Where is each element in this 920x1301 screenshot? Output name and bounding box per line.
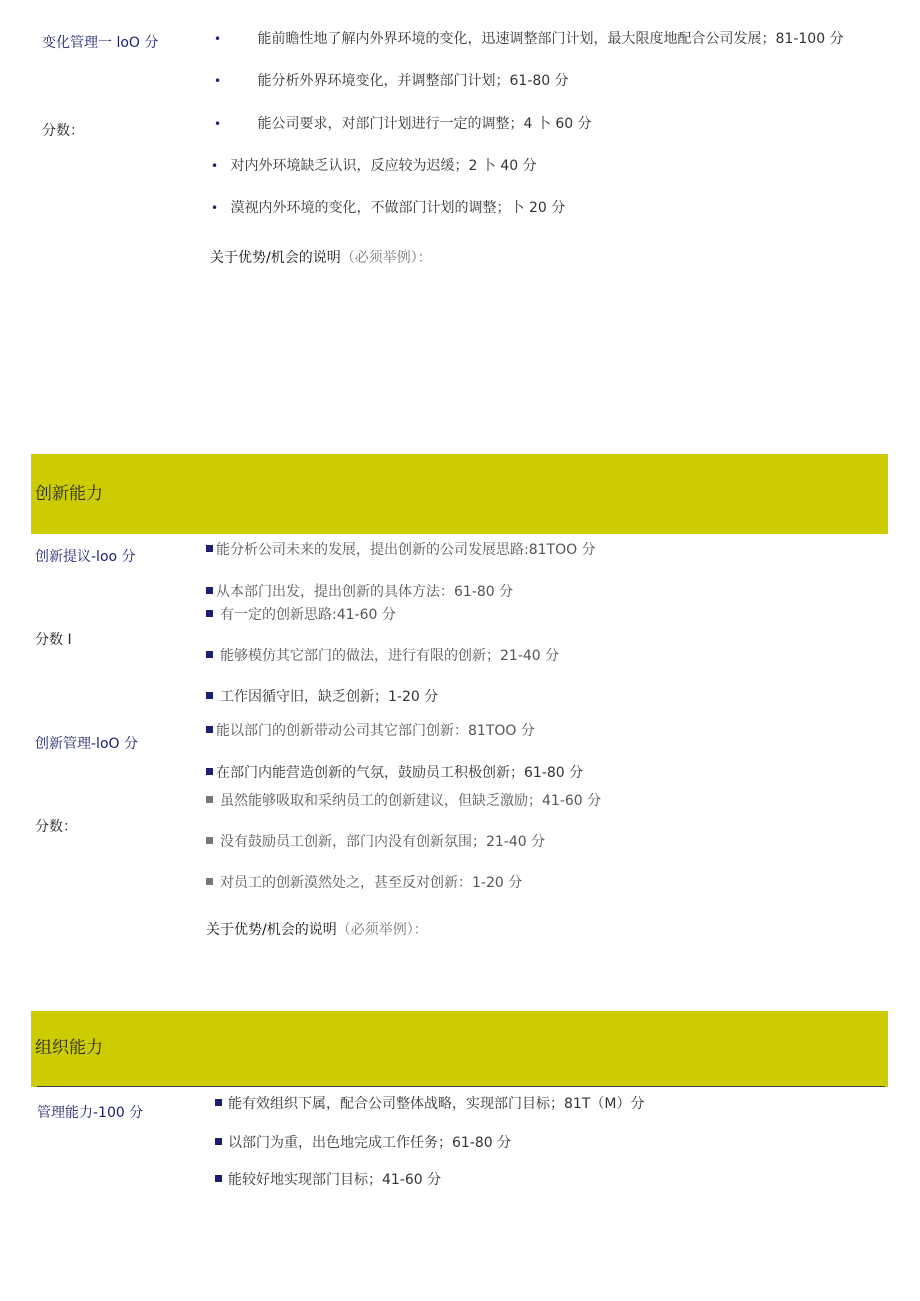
proposal-item-1: 能分析公司未来的发展，提出创新的公司发展思路:81TOO 分 — [206, 539, 596, 559]
square-bullet-icon — [206, 768, 213, 775]
innovation-mgmt-score-label: 分数： — [35, 819, 77, 835]
change-item-2: • 能分析外界环境变化，并调整部门计划；61-80 分 — [214, 73, 569, 89]
change-item-1: • 能前瞻性地了解内外界环境的变化，迅速调整部门计划，最大限度地配合公司发展；81-100 分 — [214, 31, 844, 47]
bullet-icon: • — [214, 117, 222, 131]
bullet-icon: • — [214, 74, 222, 88]
mgmt-item-3: 虽然能够吸取和采纳员工的创新建议，但缺乏激励；41-60 分 — [206, 790, 601, 810]
mgmt-item-1: 能以部门的创新带动公司其它部门创新：81TOO 分 — [206, 720, 535, 740]
proposal-item-4: 能够模仿其它部门的做法，进行有限的创新；21-40 分 — [206, 645, 559, 665]
innovation-proposal-label: 创新提议-loo 分 — [35, 549, 136, 565]
square-bullet-icon — [215, 1175, 222, 1182]
org-section-title: 组织能力 — [35, 1038, 103, 1058]
square-bullet-icon — [206, 610, 213, 617]
change-mgmt-label: 变化管理一 loO 分 — [42, 35, 159, 51]
square-bullet-icon — [206, 796, 213, 803]
change-note: 关于优势/机会的说明（必须举例）： — [210, 250, 432, 266]
square-bullet-icon — [206, 837, 213, 844]
org-item-2: 以部门为重，出色地完成工作任务；61-80 分 — [215, 1132, 511, 1152]
square-bullet-icon — [206, 545, 213, 552]
org-item-1: 能有效组织下属，配合公司整体战略，实现部门目标；81T（M）分 — [215, 1093, 644, 1113]
innovation-mgmt-label: 创新管理-loO 分 — [35, 736, 138, 752]
change-item-3: • 能公司要求，对部门计划进行一定的调整；4 卜 60 分 — [214, 116, 592, 132]
innovation-section-title: 创新能力 — [35, 484, 103, 504]
square-bullet-icon — [215, 1138, 222, 1145]
mgmt-item-4: 没有鼓励员工创新，部门内没有创新氛围；21-40 分 — [206, 831, 545, 851]
square-bullet-icon — [215, 1099, 222, 1106]
innovation-section-header — [31, 454, 888, 534]
mgmt-item-2: 在部门内能营造创新的气氛，鼓励员工积极创新；61-80 分 — [206, 762, 583, 782]
org-item-3-clip — [0, 1170, 920, 1188]
org-header-underline — [37, 1086, 885, 1087]
bullet-icon: • — [211, 201, 219, 215]
square-bullet-icon — [206, 587, 213, 594]
proposal-item-5: 工作因循守旧，缺乏创新；1-20 分 — [206, 686, 438, 706]
change-item-4: • 对内外环境缺乏认识，反应较为迟缓；2 卜 40 分 — [211, 158, 537, 174]
org-section-header — [31, 1011, 888, 1087]
org-item-3: 能较好地实现部门目标；41-60 分 — [215, 1169, 441, 1189]
innovation-note: 关于优势/机会的说明（必须举例）： — [206, 922, 428, 938]
square-bullet-icon — [206, 651, 213, 658]
org-mgmt-label: 管理能力-100 分 — [37, 1105, 144, 1121]
mgmt-item-5: 对员工的创新漠然处之，甚至反对创新：1-20 分 — [206, 872, 522, 892]
innovation-note-clip — [0, 912, 920, 938]
square-bullet-icon — [206, 878, 213, 885]
proposal-item-3: 有一定的创新思路:41-60 分 — [206, 604, 396, 624]
proposal-item-2: 从本部门出发，提出创新的具体方法：61-80 分 — [206, 581, 513, 601]
bullet-icon: • — [214, 32, 222, 46]
change-item-5: • 漠视内外环境的变化，不做部门计划的调整；卜 20 分 — [211, 200, 566, 216]
square-bullet-icon — [206, 726, 213, 733]
innovation-proposal-score-label: 分数 I — [35, 632, 72, 648]
square-bullet-icon — [206, 692, 213, 699]
bullet-icon: • — [211, 159, 219, 173]
change-score-label: 分数： — [42, 123, 84, 139]
